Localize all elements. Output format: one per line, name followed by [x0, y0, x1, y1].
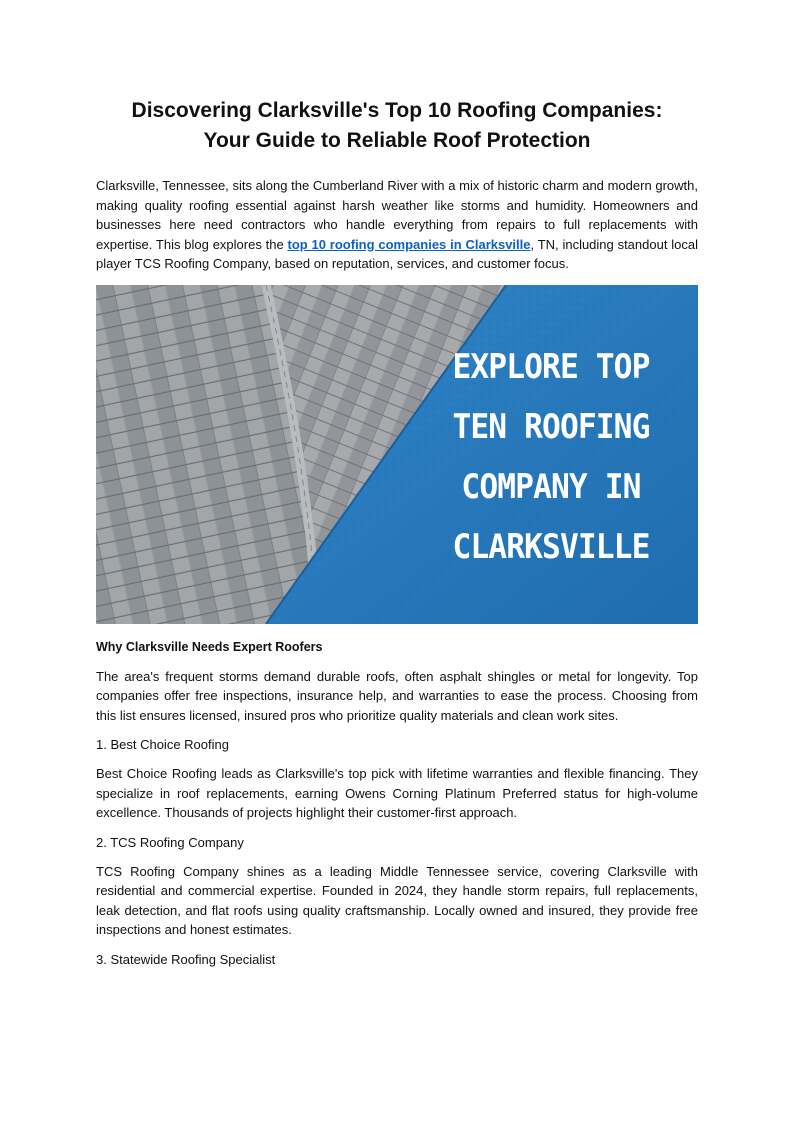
hero-title-line-3: COMPANY IN — [461, 466, 641, 507]
page-title: Discovering Clarksville's Top 10 Roofing Companies: Your Guide to Reliable Roof Protection — [131, 99, 663, 152]
list-item-heading-3: 3. Statewide Roofing Specialist — [96, 951, 276, 967]
top-10-roofing-link[interactable]: top 10 roofing companies in Clarksville — [287, 236, 531, 252]
intro-text-before: Clarksville, Tennessee, sits along the Cumberland River with a mix of historic charm and modern growth, making quality roofing essential against harsh weather like storms and humidity. Homeowners and businesses here need contractors who handle everything from repairs to full replacements with expertise. This blog explores the — [96, 178, 698, 252]
list-item-heading-1: 1. Best Choice Roofing — [96, 737, 229, 752]
intro-paragraph — [96, 176, 698, 274]
why-paragraph: The area's frequent storms demand durable roofs, often asphalt shingles or metal for longevity. Top companies offer free inspections, insurance help, and warranties to ease the process. Choosing from this list ensures licensed, insured pros who prioritize quality materials and clean work sites. — [96, 668, 698, 723]
hero-image — [96, 285, 698, 624]
hero-title-line-4: CLARKSVILLE — [452, 526, 650, 567]
list-item-text-1: Best Choice Roofing leads as Clarksville's top pick with lifetime warranties and flexible financing. They specialize in roof replacements, earning Owens Corning Platinum Preferred status for high-volume excellence. Thousands of projects highlight their customer-first approach. — [96, 766, 698, 820]
document-page — [96, 96, 698, 979]
intro-text-after: , TN, including standout local player TCS Roofing Company, based on reputation, services, and customer focus. — [96, 236, 698, 271]
hero-title-line-1: EXPLORE TOP — [452, 346, 650, 387]
list-item-text-2: TCS Roofing Company shines as a leading Middle Tennessee service, covering Clarksville with residential and commercial expertise. Founded in 2024, they handle storm repairs, full replacements, leak detection, and flat roofs using quality craftsmanship. Locally owned and insured, they provide free inspections and honest estimates. — [96, 863, 698, 937]
list-item-heading-2: 2. TCS Roofing Company — [96, 834, 244, 850]
hero-title-line-2: TEN ROOFING — [452, 406, 650, 447]
section-heading-why: Why Clarksville Needs Expert Roofers — [96, 639, 323, 654]
hero-title — [445, 337, 657, 577]
